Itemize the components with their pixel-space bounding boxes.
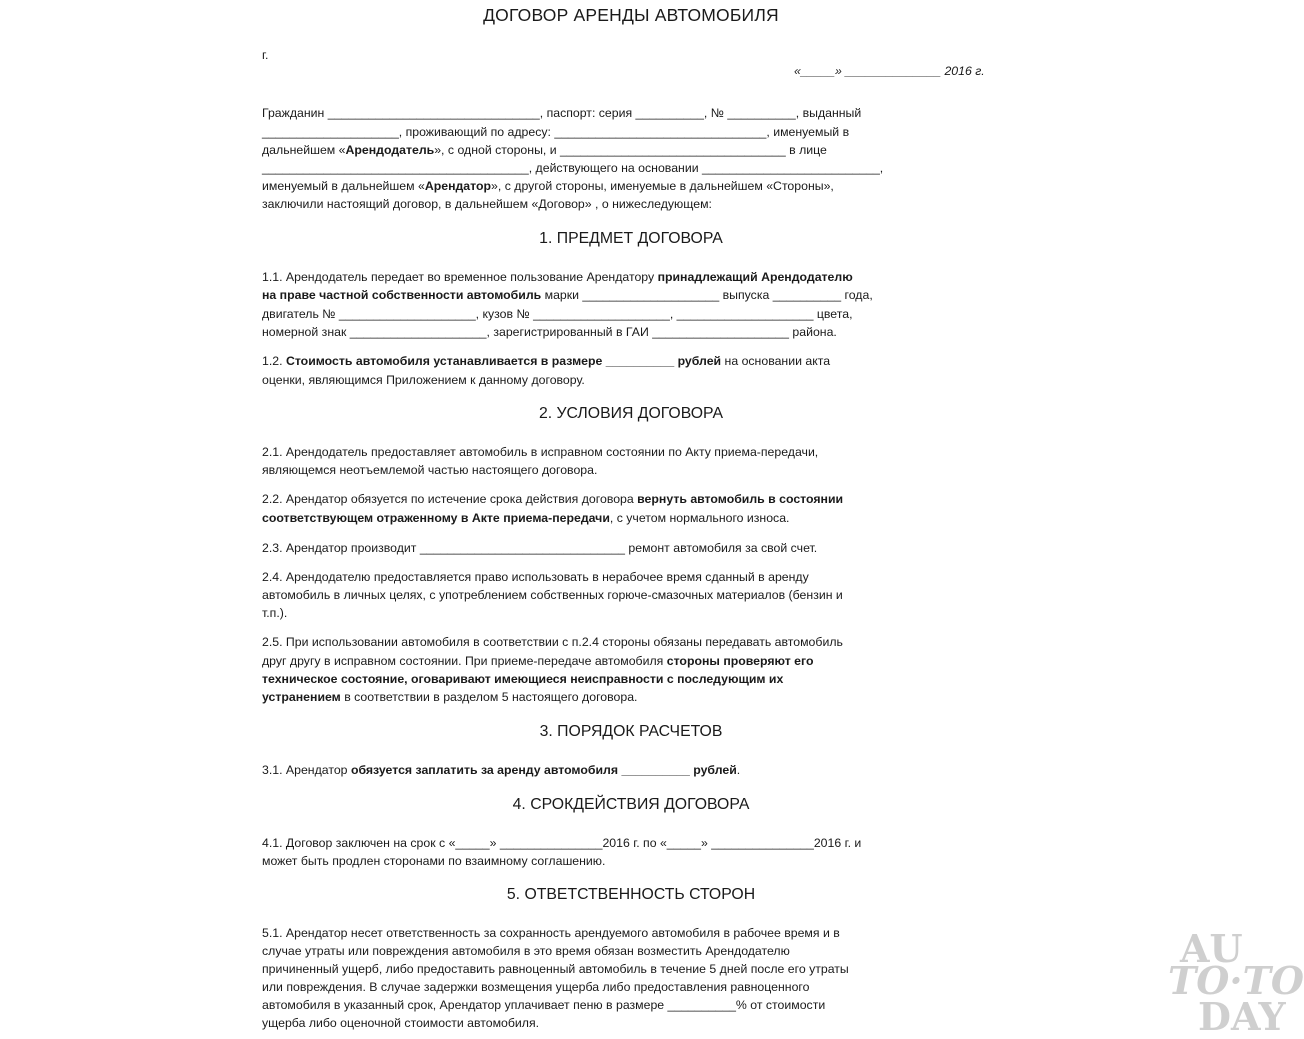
clause-line: техническое состояние, оговаривают имеющиеся неисправности с последующим их — [262, 672, 784, 686]
clause-line: ущерба либо оценочной стоимости автомобиля. — [262, 1016, 540, 1030]
clause-line: двигатель № ____________________, кузов № ____________________, ____________________ цвета, — [262, 307, 853, 321]
section-heading: 5. ОТВЕТСТВЕННОСТЬ СТОРОН — [506, 886, 756, 903]
section-heading: 3. ПОРЯДОК РАСЧЕТОВ — [539, 723, 723, 740]
document-title: ДОГОВОР АРЕНДЫ АВТОМОБИЛЯ — [483, 5, 779, 25]
section-heading: 4. СРОКДЕЙСТВИЯ ДОГОВОРА — [512, 796, 750, 813]
clause-line: т.п.). — [262, 606, 288, 620]
date-line: «_____» ______________ 2016 г. — [794, 64, 985, 78]
clause-line: 4.1. Договор заключен на срок с «_____» _______________2016 г. по «_____» _______________2016 г. и — [262, 836, 862, 850]
preamble-line: именуемый в дальнейшем «Арендатор», с другой стороны, именуемые в дальнейшем «Стороны», — [262, 179, 834, 193]
watermark-text: AU — [1180, 926, 1243, 971]
clause-line: 2.1. Арендодатель предоставляет автомобиль в исправном состоянии по Акту приема-передачи, — [262, 445, 819, 459]
clause-line: 2.5. При использовании автомобиля в соответствии с п.2.4 стороны обязаны передавать автомобиль — [262, 635, 843, 649]
section-heading: 1. ПРЕДМЕТ ДОГОВОРА — [539, 230, 723, 247]
clause-line: номерной знак ____________________, зарегистрированный в ГАИ ____________________ района. — [262, 325, 837, 339]
clause-line: или повреждения. В случае задержки возмещения ущерба либо предоставления равноценного — [262, 980, 810, 994]
clause-line: 3.1. Арендатор обязуется заплатить за аренду автомобиля __________ рублей. — [262, 763, 741, 777]
clause-line: 1.2. Стоимость автомобиля устанавливается в размере __________ рублей на основании акта — [262, 354, 831, 368]
watermark-text: DAY — [1198, 994, 1286, 1039]
clause-line: на праве частной собственности автомобиль марки ____________________ выпуска __________ года, — [262, 288, 873, 302]
clause-line: оценки, являющимся Приложением к данному договору. — [262, 373, 585, 387]
preamble-line: Гражданин _______________________________, паспорт: серия __________, № __________, выданный — [262, 106, 862, 120]
clause-line: 1.1. Арендодатель передает во временное пользование Арендатору принадлежащий Арендодателю — [262, 270, 853, 284]
clause-line: являющемся неотъемлемой частью настоящего договора. — [262, 463, 598, 477]
preamble-line: _______________________________________, действующего на основании __________________________, — [262, 161, 884, 175]
watermark-logo — [1168, 926, 1304, 1039]
clause-line: автомобиля в указанный срок, Арендатор уплачивает пеню в размере __________% от стоимости — [262, 998, 826, 1012]
clause-line: 2.3. Арендатор производит ______________________________ ремонт автомобиля за свой счет. — [262, 541, 818, 555]
preamble-line: дальнейшем «Арендодатель», с одной стороны, и _________________________________ в лице — [262, 143, 827, 157]
clause-line: устранением в соответствии в разделом 5 настоящего договора. — [262, 690, 638, 704]
clause-line: автомобиль в личных целях, с употреблением собственных горюче-смазочных материалов (бензин и — [262, 588, 843, 602]
clause-line: случае утраты или повреждения автомобиля в это время обязан возместить Арендодателю — [262, 944, 790, 958]
preamble-line: ____________________, проживающий по адресу: _______________________________, именуемый в — [262, 125, 850, 139]
preamble-line: заключили настоящий договор, в дальнейшем «Договор» , о нижеследующем: — [262, 197, 712, 211]
clause-line: друг другу в исправном состоянии. При приеме-передаче автомобиля стороны проверяют его — [262, 654, 814, 668]
watermark-text: TO·TO — [1168, 958, 1304, 1003]
clause-line: причиненный ущерб, либо предоставить равноценный автомобиль в течение 5 дней после его утраты — [262, 962, 849, 976]
clause-line: может быть продлен сторонами по взаимному соглашению. — [262, 854, 606, 868]
clause-line: 2.4. Арендодателю предоставляется право использовать в нерабочее время сданный в аренду — [262, 570, 809, 584]
city-line: г. — [262, 48, 269, 62]
clause-line: 5.1. Арендатор несет ответственность за сохранность арендуемого автомобиля в рабочее время и в — [262, 926, 840, 940]
clause-line: соответствующем отраженному в Акте приема-передачи, с учетом нормального износа. — [262, 511, 790, 525]
clause-line: 2.2. Арендатор обязуется по истечение срока действия договора вернуть автомобиль в состоянии — [262, 492, 844, 506]
section-heading: 2. УСЛОВИЯ ДОГОВОРА — [538, 405, 724, 422]
